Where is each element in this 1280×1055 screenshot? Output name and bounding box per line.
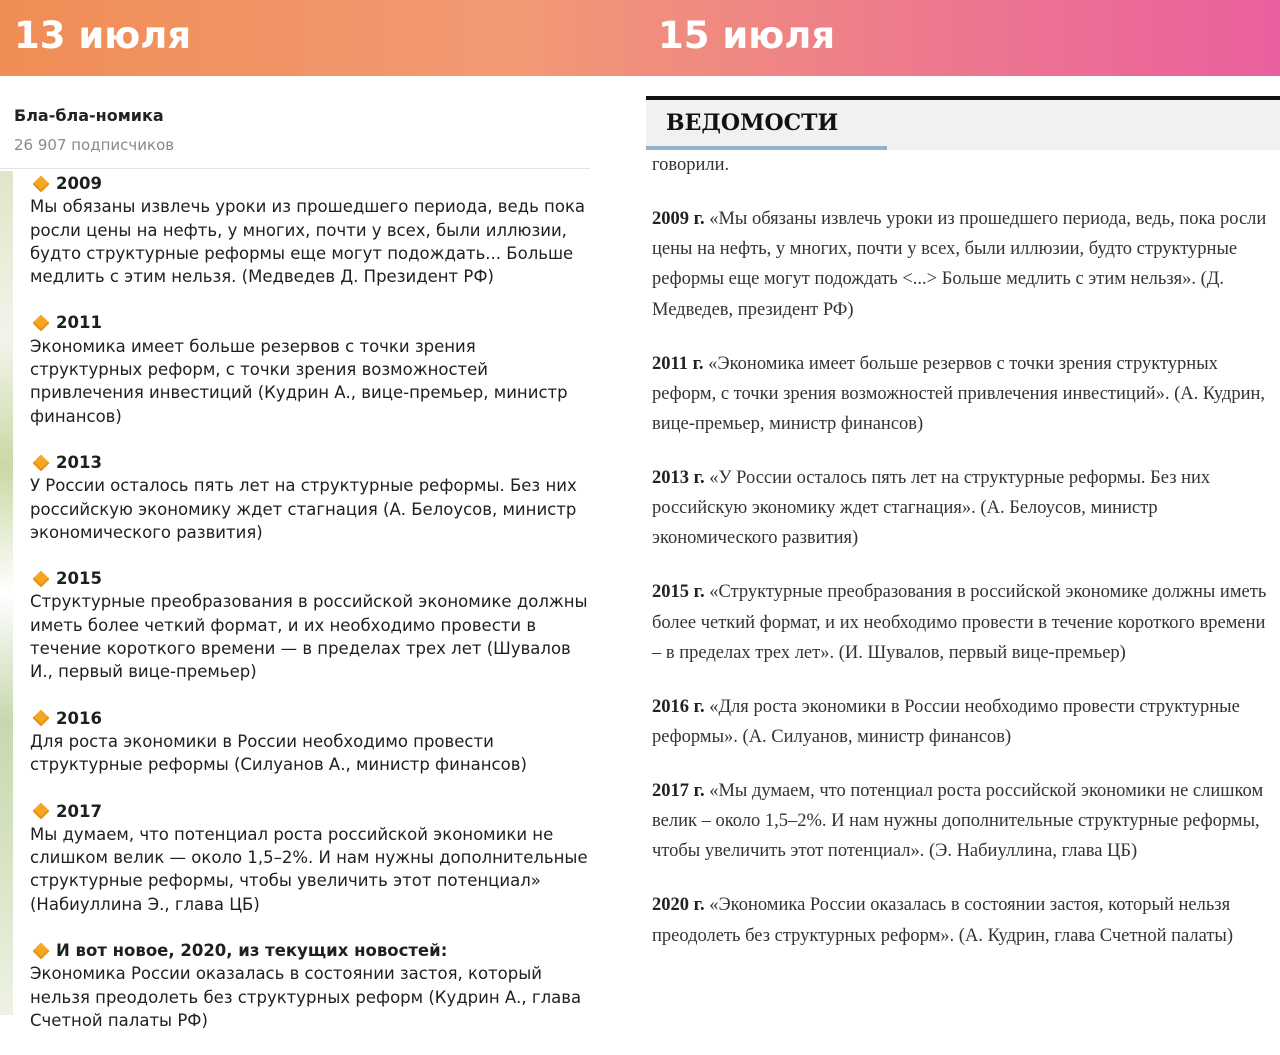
paragraph-year: 2011 г. — [652, 353, 704, 374]
right-date-label: 15 июля — [658, 14, 836, 57]
article-paragraph — [652, 463, 1274, 554]
post-year: 2017 — [56, 801, 102, 821]
list-item — [30, 800, 590, 916]
article-paragraph — [652, 349, 1274, 440]
paragraph-quote: «Мы думаем, что потенциал роста российской экономики не слишком велик – около 1,5–2%. И нам нужны дополнительные структурные реформы, чтобы увеличить этот потенциал». (Э. Набиуллина, глава ЦБ) — [652, 781, 1264, 862]
list-item — [30, 567, 590, 683]
orange-diamond-icon — [33, 175, 50, 192]
telegram-channel-panel — [0, 76, 620, 1030]
orange-diamond-icon — [33, 942, 50, 959]
post-year: 2009 — [56, 174, 102, 193]
orange-diamond-icon — [33, 315, 50, 332]
article-paragraph — [652, 890, 1274, 950]
chat-background-decoration — [0, 171, 13, 1015]
paragraph-year: 2013 г. — [652, 468, 705, 489]
vedomosti-article-panel — [646, 96, 1280, 1015]
post-year: 2011 — [56, 313, 102, 333]
list-item — [30, 451, 590, 544]
site-header — [646, 96, 1280, 150]
post-year: И вот новое, 2020, из текущих новостей: — [56, 941, 448, 961]
orange-diamond-icon — [33, 710, 50, 727]
list-item — [30, 172, 590, 288]
list-item — [30, 707, 590, 777]
article-paragraph — [652, 577, 1274, 668]
post-quote: Для роста экономики в России необходимо провести структурные реформы (Силуанов А., министр финансов) — [30, 731, 527, 775]
channel-message — [30, 172, 590, 1055]
paragraph-year: 2015 г. — [652, 582, 705, 603]
paragraph-year: 2020 г. — [652, 895, 705, 916]
post-year: 2015 — [56, 569, 102, 589]
paragraph-quote: «Экономика России оказалась в состоянии застоя, который нельзя преодолеть без структурных реформ». (А. Кудрин, глава Счетной палаты) — [652, 895, 1234, 946]
channel-name: Бла-бла-номика — [14, 106, 164, 125]
paragraph-quote: «Экономика имеет больше резервов с точки зрения структурных реформ, с точки зрения возможностей привлечения инвестиций». (А. Кудрин, вице-премьер, министр финансов) — [652, 353, 1266, 435]
article-lead-fragment: говорили. — [652, 155, 730, 175]
post-quote: Мы думаем, что потенциал роста российской экономики не слишком велик — около 1,5–2%. И нам нужны дополнительные структурные реформы, чтобы увеличить этот потенциал» (Набиуллина Э., глава ЦБ) — [30, 824, 588, 914]
channel-header[interactable] — [0, 76, 590, 169]
article-paragraph — [652, 692, 1274, 752]
article-paragraph — [652, 776, 1274, 867]
post-year: 2016 — [56, 708, 102, 728]
subscriber-count: 26 907 подписчиков — [14, 136, 175, 154]
post-quote: Экономика имеет больше резервов с точки зрения структурных реформ, с точки зрения возможностей привлечения инвестиций (Кудрин А., вице-премьер, министр финансов) — [30, 336, 568, 426]
paragraph-quote: «Структурные преобразования в российской экономике должны иметь более четкий формат, и их необходимо провести в течение короткого времени – в пределах трех лет». (И. Шувалов, первый вице-премьер) — [652, 582, 1267, 663]
paragraph-quote: «У России осталось пять лет на структурные реформы. Без них российскую экономику ждет стагнация». (А. Белоусов, министр экономического развития) — [652, 468, 1211, 549]
paragraph-year: 2009 г. — [652, 209, 705, 229]
article-paragraph — [652, 204, 1274, 325]
post-quote: Структурные преобразования в российской экономике должны иметь более четкий формат, и их необходимо провести в течение короткого времени — в пределах трех лет (Шувалов И., первый вице-премьер) — [30, 592, 588, 682]
orange-diamond-icon — [33, 803, 50, 820]
orange-diamond-icon — [33, 570, 50, 587]
list-item — [30, 939, 590, 1032]
post-year: 2013 — [56, 452, 102, 472]
vedomosti-logo[interactable]: ВЕДОМОСТИ — [666, 110, 839, 136]
post-quote: Мы обязаны извлечь уроки из прошедшего периода, ведь пока росли цены на нефть, у многих, почти у всех, были иллюзии, будто структурные реформы еще могут подождать... Больше медлить с этим нельзя. (Медведев Д. Президент РФ) — [30, 197, 586, 287]
post-quote: Экономика России оказалась в состоянии застоя, который нельзя преодолеть без структурных реформ (Кудрин А., глава Счетной палаты РФ) — [30, 964, 582, 1030]
orange-diamond-icon — [33, 454, 50, 471]
paragraph-quote: «Для роста экономики в России необходимо провести структурные реформы». (А. Силуанов, министр финансов) — [652, 696, 1240, 748]
paragraph-quote: «Мы обязаны извлечь уроки из прошедшего периода, ведь, пока росли цены на нефть, у многих, почти у всех, были иллюзии, будто структурные реформы еще могут подождать <...> Больше медлить с этим нельзя». (Д. Медведев, президент РФ) — [652, 209, 1267, 320]
paragraph-year: 2017 г. — [652, 781, 705, 802]
paragraph-year: 2016 г. — [652, 696, 705, 717]
list-item — [30, 311, 590, 427]
article-body — [652, 150, 1274, 975]
left-date-label: 13 июля — [14, 14, 192, 57]
post-quote: У России осталось пять лет на структурные реформы. Без них российскую экономику ждет стагнация (А. Белоусов, министр экономического развития) — [30, 476, 577, 542]
date-banner — [0, 0, 1280, 76]
